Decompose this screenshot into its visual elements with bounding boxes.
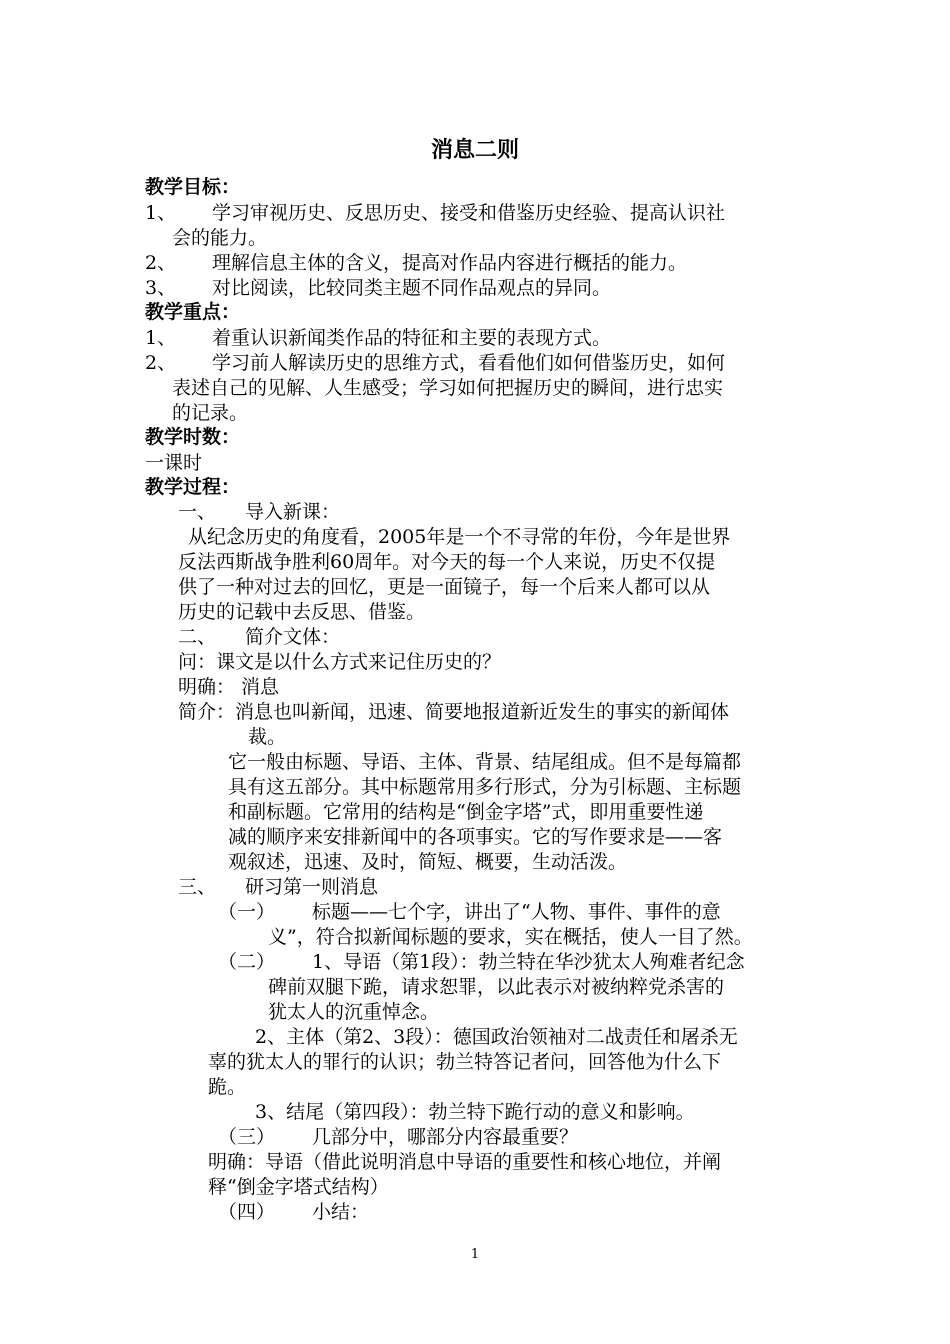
paragraph-line: 辜的犹太人的罪行的认识；勃兰特答记者问，回答他为什么下 [208,1051,722,1073]
focus-line: 表述自己的见解、人生感受；学习如何把握历史的瞬间，进行忠实 [172,377,724,399]
focus-line: 的记录。 [172,402,249,424]
paragraph-line: 明确：导语（借此说明消息中导语的重要性和核心地位，并阐 [208,1151,722,1173]
focus-line: 着重认识新闻类作品的特征和主要的表现方式。 [212,327,612,349]
subsection-number: （四） [218,1201,276,1223]
paragraph-line: 从纪念历史的角度看，2005年是一个不寻常的年份，今年是世界 [188,526,731,548]
paragraph-line: 1、导语（第1段）：勃兰特在华沙犹太人殉难者纪念 [312,951,745,973]
process-heading: 教学过程： [145,476,241,498]
page-title: 消息二则 [430,138,519,163]
page-number: 1 [470,1247,480,1262]
section-number: 二、 [178,626,217,648]
objective-line: 会的能力。 [172,227,268,249]
paragraph-line: 历史的记载中去反思、借鉴。 [178,601,426,623]
subsection-number: （三） [218,1126,276,1148]
paragraph-line: 跪。 [208,1076,247,1098]
paragraph-line: 标题——七个字，讲出了“人物、事件、事件的意 [312,901,721,923]
paragraph-line: 释“倒金字塔式结构） [208,1176,389,1198]
objective-line: 理解信息主体的含义，提高对作品内容进行概括的能力。 [212,252,688,274]
objective-line: 学习审视历史、反思历史、接受和借鉴历史经验、提高认识社 [212,202,726,224]
paragraph-line: 义”，符合拟新闻标题的要求，实在概括，使人一目了然。 [268,926,753,948]
paragraph-line: 减的顺序来安排新闻中的各项事实。它的写作要求是——客 [228,826,723,848]
paragraph-line: 具有这五部分。其中标题常用多行形式，分为引标题、主标题 [228,776,742,798]
paragraph-line: 供了一种对过去的回忆，更是一面镜子，每一个后来人都可以从 [178,576,711,598]
subsection-number: （二） [218,951,276,973]
section-number: 一、 [178,501,217,523]
section-number: 三、 [178,876,217,898]
paragraph-line: 它一般由标题、导语、主体、背景、结尾组成。但不是每篇都 [228,751,742,773]
objectives-heading: 教学目标： [145,176,241,198]
intro-line: 简介：消息也叫新闻，迅速、简要地报道新近发生的事实的新闻体 [178,701,730,723]
paragraph-line: 几部分中，哪部分内容最重要？ [312,1126,579,1148]
paragraph-line: 2、主体（第2、3段）：德国政治领袖对二战责任和屠杀无 [255,1026,738,1048]
hours-heading: 教学时数： [145,426,241,448]
objective-number: 3、 [145,277,177,299]
paragraph-line: 小结： [312,1201,370,1223]
focus-line: 学习前人解读历史的思维方式，看看他们如何借鉴历史，如何 [212,352,726,374]
answer-line: 明确： 消息 [178,676,280,698]
subsection-number: （一） [218,901,276,923]
objective-number: 2、 [145,252,177,274]
hours-value: 一课时 [145,452,203,474]
intro-line: 裁。 [248,726,287,748]
paragraph-line: 观叙述，迅速、及时，简短、概要，生动活泼。 [228,851,628,873]
focus-heading: 教学重点： [145,301,241,323]
section-title: 简介文体： [245,626,341,648]
objective-line: 对比阅读，比较同类主题不同作品观点的异同。 [212,277,612,299]
paragraph-line: 3、结尾（第四段）：勃兰特下跪行动的意义和影响。 [255,1101,695,1123]
focus-number: 2、 [145,352,177,374]
paragraph-line: 反法西斯战争胜利60周年。对今天的每一个人来说，历史不仅提 [178,551,716,573]
paragraph-line: 和副标题。它常用的结构是“倒金字塔”式，即用重要性递 [228,801,704,823]
section-title: 导入新课： [245,501,341,523]
question-line: 问：课文是以什么方式来记住历史的？ [178,651,502,673]
focus-number: 1、 [145,327,177,349]
paragraph-line: 犹太人的沉重悼念。 [268,1001,440,1023]
objective-number: 1、 [145,202,177,224]
section-title: 研习第一则消息 [245,876,379,898]
paragraph-line: 碑前双腿下跪，请求恕罪，以此表示对被纳粹党杀害的 [268,976,725,998]
